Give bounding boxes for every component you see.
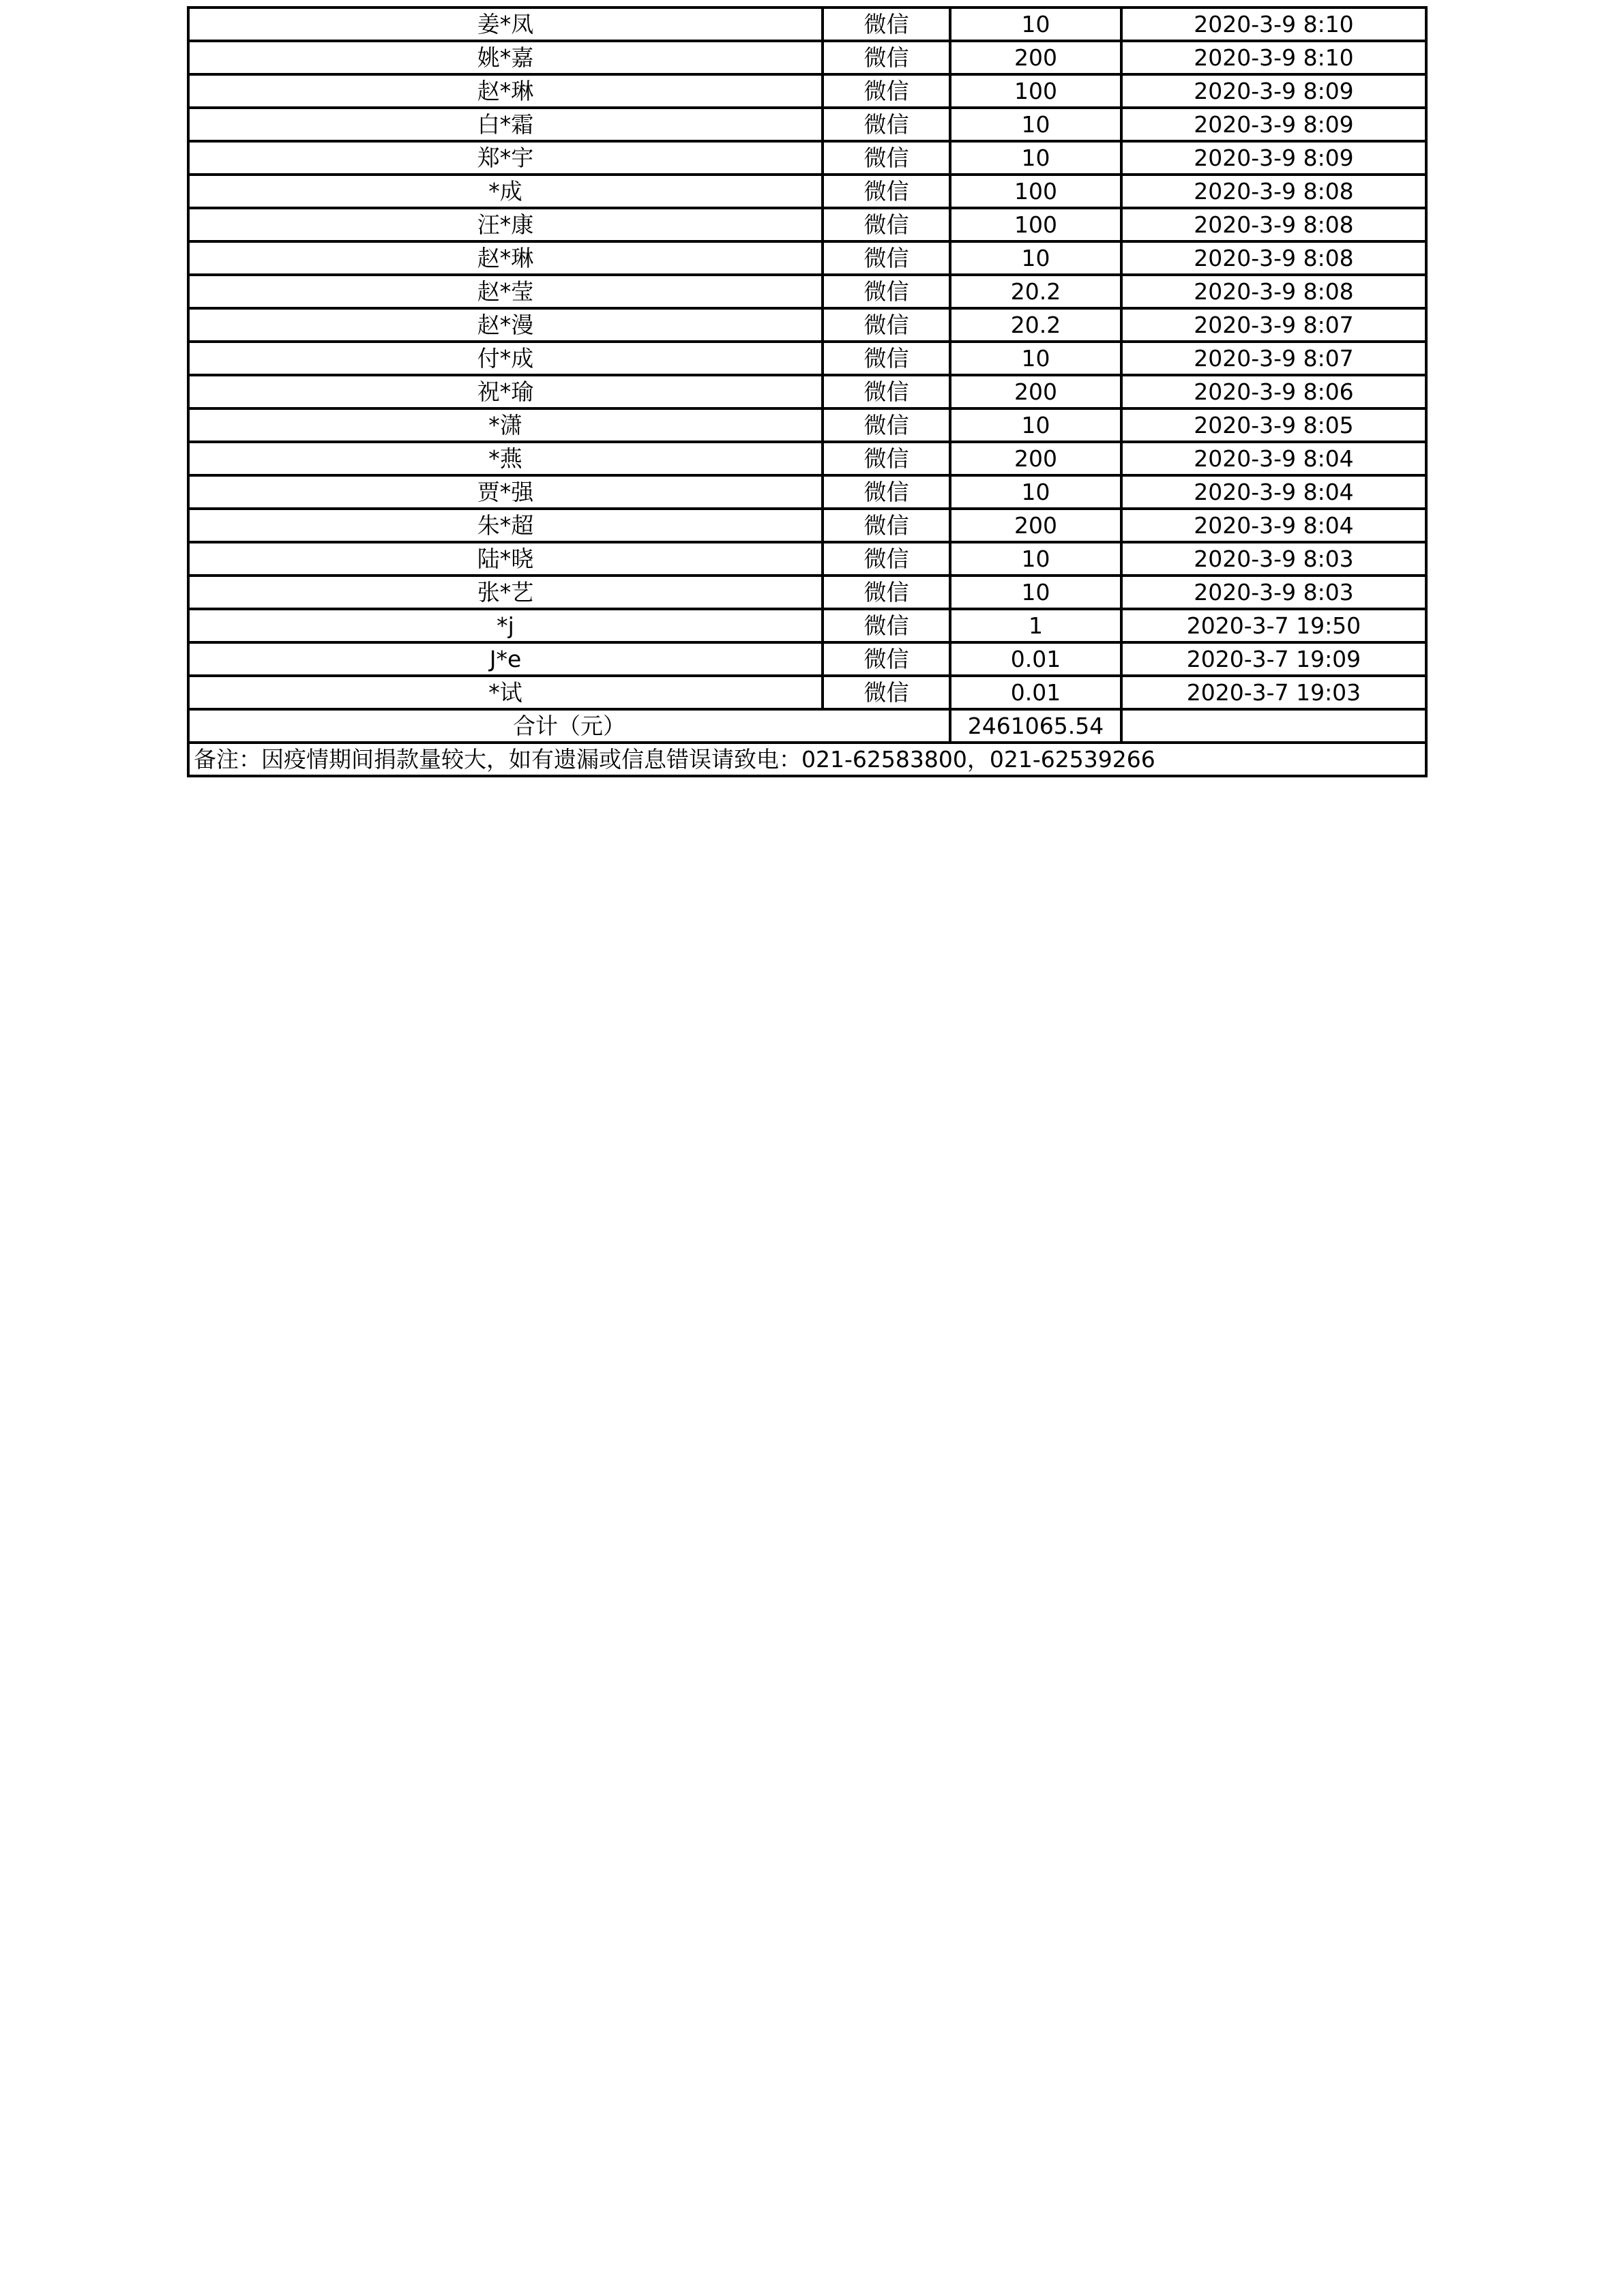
table-row <box>188 475 1426 509</box>
payment-channel-cell: 微信 <box>823 175 950 208</box>
amount-cell: 10 <box>950 8 1121 41</box>
donation-rows <box>188 8 1426 776</box>
note-row <box>188 743 1426 776</box>
amount-cell: 0.01 <box>950 642 1121 676</box>
payment-channel-cell: 微信 <box>823 475 950 509</box>
donor-name-cell: 姚*嘉 <box>188 41 823 74</box>
amount-cell: 10 <box>950 141 1121 175</box>
payment-channel-cell: 微信 <box>823 642 950 676</box>
donation-time-cell: 2020-3-9 8:09 <box>1121 141 1426 175</box>
amount-cell: 200 <box>950 375 1121 408</box>
payment-channel-cell: 微信 <box>823 275 950 308</box>
table-row <box>188 375 1426 408</box>
payment-channel-cell: 微信 <box>823 375 950 408</box>
payment-channel-cell: 微信 <box>823 542 950 576</box>
donation-time-cell: 2020-3-9 8:06 <box>1121 375 1426 408</box>
donation-time-cell: 2020-3-9 8:04 <box>1121 509 1426 542</box>
donor-name-cell: 赵*漫 <box>188 308 823 342</box>
amount-cell: 10 <box>950 342 1121 375</box>
payment-channel-cell: 微信 <box>823 8 950 41</box>
table-row <box>188 175 1426 208</box>
donation-time-cell: 2020-3-9 8:08 <box>1121 241 1426 275</box>
donor-name-cell: 赵*琳 <box>188 241 823 275</box>
table-row <box>188 241 1426 275</box>
payment-channel-cell: 微信 <box>823 609 950 642</box>
amount-cell: 200 <box>950 509 1121 542</box>
amount-cell: 1 <box>950 609 1121 642</box>
amount-cell: 100 <box>950 175 1121 208</box>
note-text: 备注：因疫情期间捐款量较大，如有遗漏或信息错误请致电：021-62583800，021-62539266 <box>188 743 1426 776</box>
donor-name-cell: *成 <box>188 175 823 208</box>
donation-time-cell: 2020-3-7 19:09 <box>1121 642 1426 676</box>
table-row <box>188 609 1426 642</box>
donation-time-cell: 2020-3-9 8:03 <box>1121 576 1426 609</box>
table-row <box>188 108 1426 141</box>
donor-name-cell: J*e <box>188 642 823 676</box>
donation-time-cell: 2020-3-9 8:09 <box>1121 108 1426 141</box>
donor-name-cell: 张*艺 <box>188 576 823 609</box>
donor-name-cell: 姜*凤 <box>188 8 823 41</box>
payment-channel-cell: 微信 <box>823 108 950 141</box>
amount-cell: 200 <box>950 41 1121 74</box>
table-row <box>188 509 1426 542</box>
payment-channel-cell: 微信 <box>823 141 950 175</box>
table-row <box>188 74 1426 108</box>
donor-name-cell: 白*霜 <box>188 108 823 141</box>
donor-name-cell: 贾*强 <box>188 475 823 509</box>
table-row <box>188 576 1426 609</box>
table-row <box>188 408 1426 442</box>
total-row <box>188 709 1426 743</box>
amount-cell: 10 <box>950 475 1121 509</box>
donation-time-cell: 2020-3-9 8:04 <box>1121 442 1426 475</box>
amount-cell: 100 <box>950 74 1121 108</box>
donation-time-cell: 2020-3-9 8:10 <box>1121 41 1426 74</box>
table-row <box>188 542 1426 576</box>
donation-time-cell: 2020-3-7 19:50 <box>1121 609 1426 642</box>
donation-time-cell: 2020-3-9 8:03 <box>1121 542 1426 576</box>
table-row <box>188 275 1426 308</box>
donor-name-cell: 赵*莹 <box>188 275 823 308</box>
donation-time-cell: 2020-3-9 8:07 <box>1121 308 1426 342</box>
amount-cell: 20.2 <box>950 275 1121 308</box>
donor-name-cell: 陆*晓 <box>188 542 823 576</box>
donation-table <box>187 6 1428 777</box>
payment-channel-cell: 微信 <box>823 576 950 609</box>
donor-name-cell: *燕 <box>188 442 823 475</box>
amount-cell: 100 <box>950 208 1121 241</box>
donation-time-cell: 2020-3-9 8:08 <box>1121 208 1426 241</box>
table-row <box>188 676 1426 709</box>
donor-name-cell: *j <box>188 609 823 642</box>
amount-cell: 10 <box>950 408 1121 442</box>
donor-name-cell: *潇 <box>188 408 823 442</box>
table-row <box>188 8 1426 41</box>
table-row <box>188 642 1426 676</box>
donation-time-cell: 2020-3-9 8:07 <box>1121 342 1426 375</box>
donation-time-cell: 2020-3-9 8:08 <box>1121 275 1426 308</box>
table-row <box>188 308 1426 342</box>
total-label: 合计（元） <box>188 709 950 743</box>
table-row <box>188 342 1426 375</box>
donation-time-cell: 2020-3-9 8:09 <box>1121 74 1426 108</box>
amount-cell: 10 <box>950 576 1121 609</box>
donor-name-cell: 朱*超 <box>188 509 823 542</box>
donation-time-cell: 2020-3-7 19:03 <box>1121 676 1426 709</box>
donor-name-cell: 付*成 <box>188 342 823 375</box>
total-value: 2461065.54 <box>950 709 1121 743</box>
table-row <box>188 141 1426 175</box>
table-row <box>188 208 1426 241</box>
payment-channel-cell: 微信 <box>823 241 950 275</box>
total-empty-cell <box>1121 709 1426 743</box>
payment-channel-cell: 微信 <box>823 308 950 342</box>
table-row <box>188 41 1426 74</box>
donor-name-cell: 郑*宇 <box>188 141 823 175</box>
amount-cell: 10 <box>950 542 1121 576</box>
amount-cell: 20.2 <box>950 308 1121 342</box>
donation-time-cell: 2020-3-9 8:08 <box>1121 175 1426 208</box>
payment-channel-cell: 微信 <box>823 342 950 375</box>
donor-name-cell: 祝*瑜 <box>188 375 823 408</box>
donor-name-cell: 汪*康 <box>188 208 823 241</box>
amount-cell: 10 <box>950 108 1121 141</box>
payment-channel-cell: 微信 <box>823 676 950 709</box>
donation-time-cell: 2020-3-9 8:10 <box>1121 8 1426 41</box>
payment-channel-cell: 微信 <box>823 509 950 542</box>
payment-channel-cell: 微信 <box>823 408 950 442</box>
table-row <box>188 442 1426 475</box>
donation-time-cell: 2020-3-9 8:04 <box>1121 475 1426 509</box>
payment-channel-cell: 微信 <box>823 442 950 475</box>
payment-channel-cell: 微信 <box>823 41 950 74</box>
amount-cell: 0.01 <box>950 676 1121 709</box>
payment-channel-cell: 微信 <box>823 208 950 241</box>
amount-cell: 200 <box>950 442 1121 475</box>
donor-name-cell: 赵*琳 <box>188 74 823 108</box>
donation-time-cell: 2020-3-9 8:05 <box>1121 408 1426 442</box>
payment-channel-cell: 微信 <box>823 74 950 108</box>
amount-cell: 10 <box>950 241 1121 275</box>
donor-name-cell: *试 <box>188 676 823 709</box>
